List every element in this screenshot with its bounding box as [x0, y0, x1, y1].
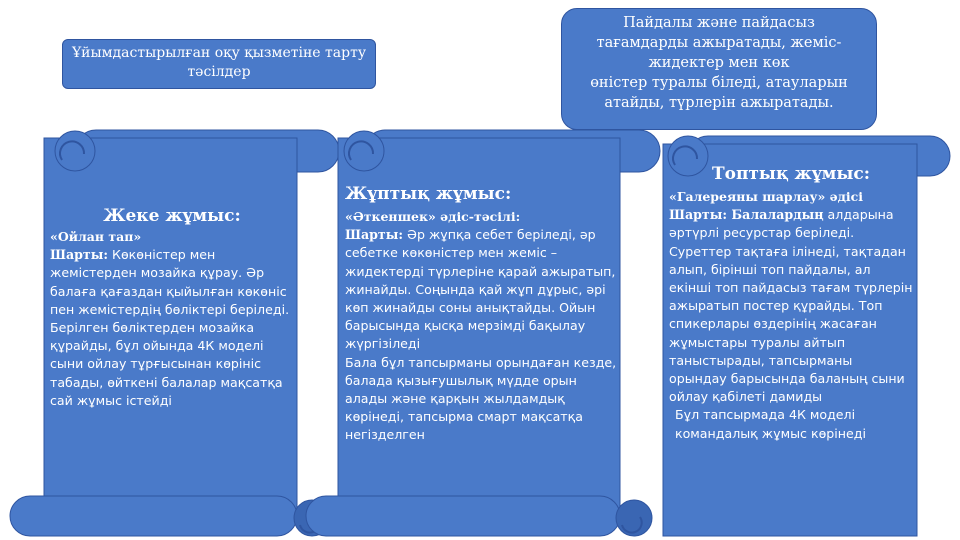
pair-heading: Жұптық жұмыс: [345, 184, 512, 204]
outcome-line-4: өністер туралы біледі, атауларын [590, 75, 848, 91]
group-body [669, 206, 913, 406]
group-work-column [669, 164, 913, 443]
group-conditions-label: Шарты: Балалардың [669, 207, 824, 223]
individual-conditions-label: Шарты: [50, 247, 109, 263]
pair-conditions-label: Шарты: [345, 227, 404, 243]
outcome-line-2: тағамдарды ажыратады, жеміс- [596, 35, 842, 51]
individual-heading: Жеке жұмыс: [103, 206, 241, 226]
group-body-2: Бұл тапсырмада 4К моделі командалық жұмыс көрінеді [675, 407, 866, 441]
individual-conditions-text: Көкөністер мен жемістерден мозайка құрау. Әр балаға қағаздан қыйылған көкөніс пен жемістердің бөліктері беріледі. Берілген бөліктерден мозайка құрайды, бұл ойында 4К моделі сыни ойлау тұрғысынан көрініс табады, өйткені балалар мақсатқа сай жұмыс істейді [50, 247, 290, 408]
pair-conditions-text: Әр жұпқа себет беріледі, әр себетке көкөністер мен жеміс – жидектерді түрлеріне қарай ажыратып, жинайды. Соңында қай жұп дұрыс, әрі көп жинайды соны анықтайды. Ойын барысында қысқа мерзімді бақылау жүргізіледі [345, 227, 616, 352]
approach-title-text: Ұйымдастырылған оқу қызметіне тарту тәсілдер [71, 45, 367, 80]
outcome-line-5: атайды, түрлерін ажыратады. [604, 95, 834, 111]
group-method: «Галереяны шарлау» әдісі [669, 189, 864, 204]
group-conditions-text: алдарына әртүрлі ресурстар беріледі. Суреттер тақтаға ілінеді, тақтадан алып, бірінші топ пайдалы, ал екінші топ пайдасыз тағам түрлерін ажыратып постер құрайды. Топ спикерлары өздерінің жасаған жұмыстары туралы айтып таныстырады, тапсырманы орындау барысында баланың сыни ойлау қабілеті дамиды [669, 207, 913, 405]
pair-work-column [345, 184, 617, 445]
outcome-line-3: жидектер мен көк [648, 55, 790, 71]
individual-work-column [50, 206, 294, 410]
group-heading: Топтық жұмыс: [711, 164, 871, 184]
outcome-line-1: Пайдалы және пайдасыз [623, 15, 815, 31]
individual-body [50, 246, 294, 410]
pair-body-2: Бала бұл тапсырманы орындаған кезде, балада қызығушылық мүдде орын алады және қарқын жылдамдық көрінеді, тапсырма смарт мақсатқа негізделген [345, 354, 617, 443]
individual-method: «Ойлан тап» [50, 229, 142, 244]
pair-method: «Әткеншек» әдіс-тәсілі: [345, 209, 521, 224]
pair-body [345, 226, 617, 353]
